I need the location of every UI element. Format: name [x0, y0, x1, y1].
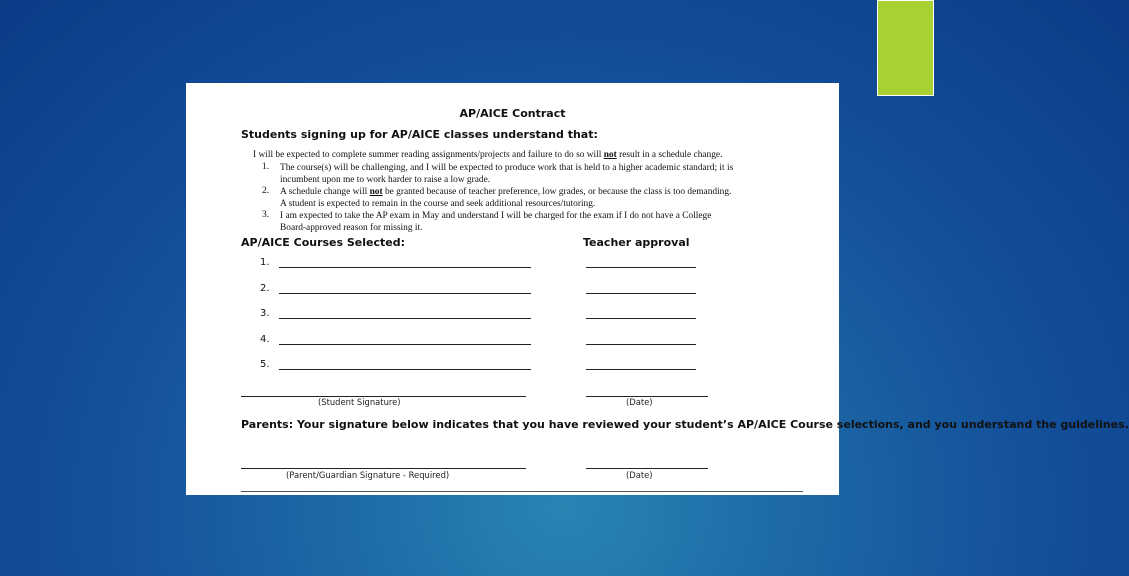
parent-date-line[interactable]: [586, 468, 708, 469]
courses-heading: AP/AICE Courses Selected:: [241, 236, 406, 249]
item-1-line-2: incumbent upon me to work harder to raise a low grade.: [280, 175, 491, 185]
intro-emphasis: not: [603, 150, 617, 160]
parent-signature-line[interactable]: [241, 468, 526, 469]
teacher-approval-line[interactable]: [586, 318, 696, 319]
item-2-line-2: A student is expected to remain in the course and seek additional resources/tutoring.: [280, 199, 596, 209]
item-2-line-1: [280, 186, 731, 198]
course-line[interactable]: [279, 267, 531, 268]
parent-date-label: (Date): [626, 470, 653, 480]
accent-bar: [877, 0, 934, 96]
document-title: AP/AICE Contract: [459, 107, 566, 120]
item-2-text: A schedule change will: [280, 187, 370, 197]
course-number: 4.: [260, 334, 270, 345]
item-number: 3.: [262, 210, 270, 220]
teacher-approval-line[interactable]: [586, 369, 696, 370]
teacher-approval-line[interactable]: [586, 267, 696, 268]
item-3-line-1: I am expected to take the AP exam in May and understand I will be charged for the exam if I do not have a College: [280, 211, 712, 221]
intro-statement: [253, 149, 722, 161]
teacher-approval-line[interactable]: [586, 344, 696, 345]
teacher-approval-heading: Teacher approval: [583, 236, 690, 249]
date-label: (Date): [626, 397, 653, 407]
intro-tail: result in a schedule change.: [616, 150, 723, 160]
item-2-tail: be granted because of teacher preference, low grades, or because the class is too demanding.: [382, 187, 732, 197]
course-number: 1.: [260, 257, 270, 268]
course-number: 5.: [260, 359, 270, 370]
item-number: 2.: [262, 186, 270, 196]
item-2-emphasis: not: [369, 187, 383, 197]
contract-document: [186, 83, 1129, 495]
course-number: 3.: [260, 308, 270, 319]
document-subtitle: Students signing up for AP/AICE classes understand that:: [241, 128, 598, 141]
bottom-rule: [241, 491, 803, 492]
course-line[interactable]: [279, 293, 531, 294]
course-line[interactable]: [279, 344, 531, 345]
item-1-line-1: The course(s) will be challenging, and I will be expected to produce work that is held to a higher academic standard; it is: [280, 163, 734, 173]
intro-text: I will be expected to complete summer reading assignments/projects and failure to do so will: [253, 150, 604, 160]
item-3-line-2: Board-approved reason for missing it.: [280, 223, 423, 233]
item-number: 1.: [262, 162, 270, 172]
course-line[interactable]: [279, 318, 531, 319]
parents-statement: Parents: Your signature below indicates that you have reviewed your student’s AP/AICE Course selections, and you understand the guidelines.: [241, 418, 1129, 431]
course-number: 2.: [260, 283, 270, 294]
teacher-approval-line[interactable]: [586, 293, 696, 294]
parent-signature-label: (Parent/Guardian Signature - Required): [286, 470, 450, 480]
student-signature-label: (Student Signature): [318, 397, 401, 407]
course-line[interactable]: [279, 369, 531, 370]
